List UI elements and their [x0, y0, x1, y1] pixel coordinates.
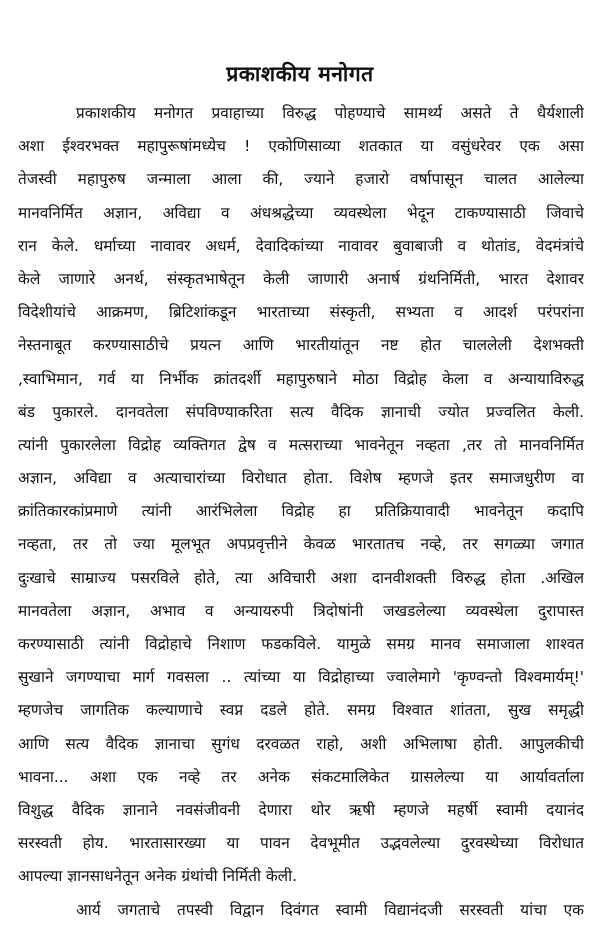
text-line: केले जाणारे अनर्थ, संस्कृतभाषेतून केली जाणारी अनार्ष ग्रंथनिर्मिती, भारत देशावर [18, 269, 584, 288]
text-line: मानवनिर्मित अज्ञान, अविद्या व अंधश्रद्धेच्या व्यवस्थेला भेदून टाकण्यासाठी जिवाचे [18, 203, 584, 222]
text-line: अज्ञान, अविद्या व अत्याचारांच्या विरोधात होता. विशेष म्हणजे इतर समाजधुरीण वा [18, 469, 584, 488]
text-line: रान केले. धर्माच्या नावावर अधर्म, देवादिकांच्या नावावर बुवाबाजी व थोतांड, वेदमंत्रांचे [18, 236, 584, 255]
text-line: करण्यासाठी त्यांनी विद्रोहाचे निशाण फडकविले. यामुळे समग्र मानव समाजाला शाश्वत [18, 635, 584, 653]
text-line: प्रकाशकीय मनोगत प्रवाहाच्या विरुद्ध पोहण्याचे सामर्थ्य असते ते धैर्यशाली [76, 104, 584, 122]
text-line: म्हणजेच जागतिक कल्याणाचे स्वप्न दडले होते. समग्र विश्वात शांतता, सुख समृद्धी [18, 701, 584, 720]
text-line: त्यांनी पुकारलेला विद्रोह व्यक्तिगत द्वेष व मत्सराच्या भावनेतून नव्हता ,तर तो मानवनिर्मित [18, 435, 584, 454]
text-line: सरस्वती होय. भारतासारख्या या पावन देवभूमीत उद्भवलेल्या दुरवस्थेच्या विरोधात [18, 834, 584, 853]
text-line: आपल्या ज्ञानसाधनेतून अनेक ग्रंथांची निर्मिती केली. [18, 867, 297, 886]
body-text [18, 97, 584, 927]
text-line: आर्य जगताचे तपस्वी विद्वान दिवंगत स्वामी विद्यानंदजी सरस्वती यांचा एक [76, 900, 584, 919]
text-line: बंड पुकारले. दानवतेला संपविण्याकरिता सत्य वैदिक ज्ञानाची ज्योत प्रज्वलित केली. [18, 402, 584, 421]
text-line: मानवतेला अज्ञान, अभाव व अन्यायरुपी त्रिदोषांनी जखडलेल्या व्यवस्थेला दुरापास्त [18, 601, 584, 620]
text-line: नव्हता, तर तो ज्या मूलभूत अपप्रवृत्तीने केवळ भारतातच नव्हे, तर सगळ्या जगात [18, 535, 584, 554]
text-line: ,स्वाभिमान, गर्व या निर्भीक क्रांतदर्शी महापुरुषाने मोठा विद्रोह केला व अन्यायाविरुद्ध [18, 369, 584, 388]
text-line: क्रांतिकारकांप्रमाणे त्यांनी आरंभिलेला विद्रोह हा प्रतिक्रियावादी भावनेतून कदापि [18, 502, 584, 521]
text-line: भावना... अशा एक नव्हे तर अनेक संकटमालिकेत ग्रासलेल्या या आर्यावर्ताला [18, 767, 584, 786]
text-line: नेस्तनाबूत करण्यासाठीचे प्रयत्न आणि भारतीयांतून नष्ट होत चाललेली देशभक्ती [18, 336, 584, 355]
text-line: सुखाने जगण्याचा मार्ग गवसला .. त्यांच्या या विद्रोहाच्या ज्वालेमागे 'कृण्वन्तो विश्वमार्यम्!' [18, 668, 584, 687]
text-line: तेजस्वी महापुरुष जन्माला आला की, ज्याने हजारो वर्षापासून चालत आलेल्या [18, 170, 584, 189]
page-title: प्रकाशकीय मनोगत [226, 62, 374, 86]
text-line: अशा ईश्वरभक्त महापुरूषांमध्येच ! एकोणिसाव्या शतकात या वसुंधरेवर एक असा [18, 137, 584, 156]
text-line: विदेशीयांचे आक्रमण, ब्रिटिशांकडून भारताच्या संस्कृती, सभ्यता व आदर्श परंपरांना [18, 303, 584, 322]
text-line: विशुद्ध वैदिक ज्ञानाने नवसंजीवनी देणारा थोर ऋषी म्हणजे महर्षी स्वामी दयानंद [18, 800, 584, 819]
text-line: आणि सत्य वैदिक ज्ञानाचा सुगंध दरवळत राहो, अशी अभिलाषा होती. आपुलकीची [18, 734, 584, 753]
text-line: दुःखाचे साम्राज्य पसरविले होते, त्या अविचारी अशा दानवीशक्ती विरुद्ध होता .अखिल [18, 568, 584, 587]
